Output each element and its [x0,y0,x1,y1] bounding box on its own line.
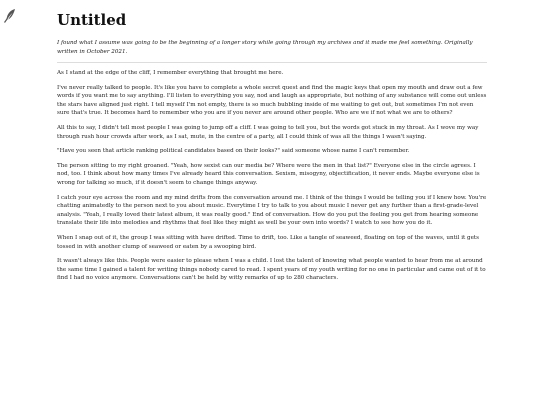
article-body [57,69,487,283]
article [57,10,487,283]
quill-pen-icon[interactable] [4,8,16,22]
paragraph: I've never really talked to people. It's like you have to complete a whole secret quest and find the magic keys that open my mouth and draw out a few words if you want me to say anything. I'll listen to everything you say, nod and laugh as appropriate, but nothing of any substance will come out unless the stars have aligned just right. I tell myself I'm not empty, there is so much bubbling inside of me waiting to get out, but sometimes I'm not even sure that's true. It becomes hard to remember who you are if you never are around other people. Who are we if not what we are to others? [57,84,487,117]
page-title: Untitled [57,11,127,29]
paragraph: "Have you seen that article ranking political candidates based on their looks?" said someone whose name I can't remember. [57,148,410,155]
intro-note: I found what I assume was going to be the beginning of a longer story while going through my archives and it made me feel something. Originally written in October 2021. [57,39,487,63]
paragraph: It wasn't always like this. People were easier to please when I was a child. I lost the talent of knowing what people wanted to hear from me at around the same time I gained a talent for writing things nobody cared to read. I spent years of my youth writing for no one in particular and came out of it to find I had no voice anymore. Conversations can't be held by witty remarks of up to 280 characters. [57,258,486,282]
paragraph: When I snap out of it, the group I was sitting with have drifted. Time to drift, too. Like a tangle of seaweed, floating on top of the waves, until it gets tossed in with another clump of seaweed or eaten by a swooping bird. [57,234,480,250]
quill-pen-icon-graphic [4,9,16,23]
paragraph: All this to say, I didn't tell most people I was going to jump off a cliff. I was going to tell you, but the words got stuck in my throat. As I wove my way through rush hour crowds after work, as I sat, mute, in the centre of a party, all I could think of was all the things I wasn't saying. [57,124,479,140]
paragraph: I catch your eye across the room and my mind drifts from the conversation around me. I think of the things I would be telling you if I knew how. You're chatting animatedly to the person next to you about music. Everytime I try to talk to you about music I never get any further than a first-grade-level analysis. "Yeah, I really loved their latest album, it was really good." End of conversation. How do you put the feeling you get from hearing someone translate their life into melodies and rhythms that feel like they might as well be your own into words? I watch to see how you do it. [57,194,487,227]
paragraph: As I stand at the edge of the cliff, I remember everything that brought me here. [57,70,284,76]
paragraph: The person sitting to my right groaned. "Yeah, how sexist can our media be? Where were the men in that list?" Everyone else in the circle agrees. I nod, too. I think about how many times I've already heard this conversation. Sexism, misogyny, objectification, it never ends. Maybe everyone else is wrong for talking so much, if it doesn't seem to change things anyway. [57,162,480,186]
